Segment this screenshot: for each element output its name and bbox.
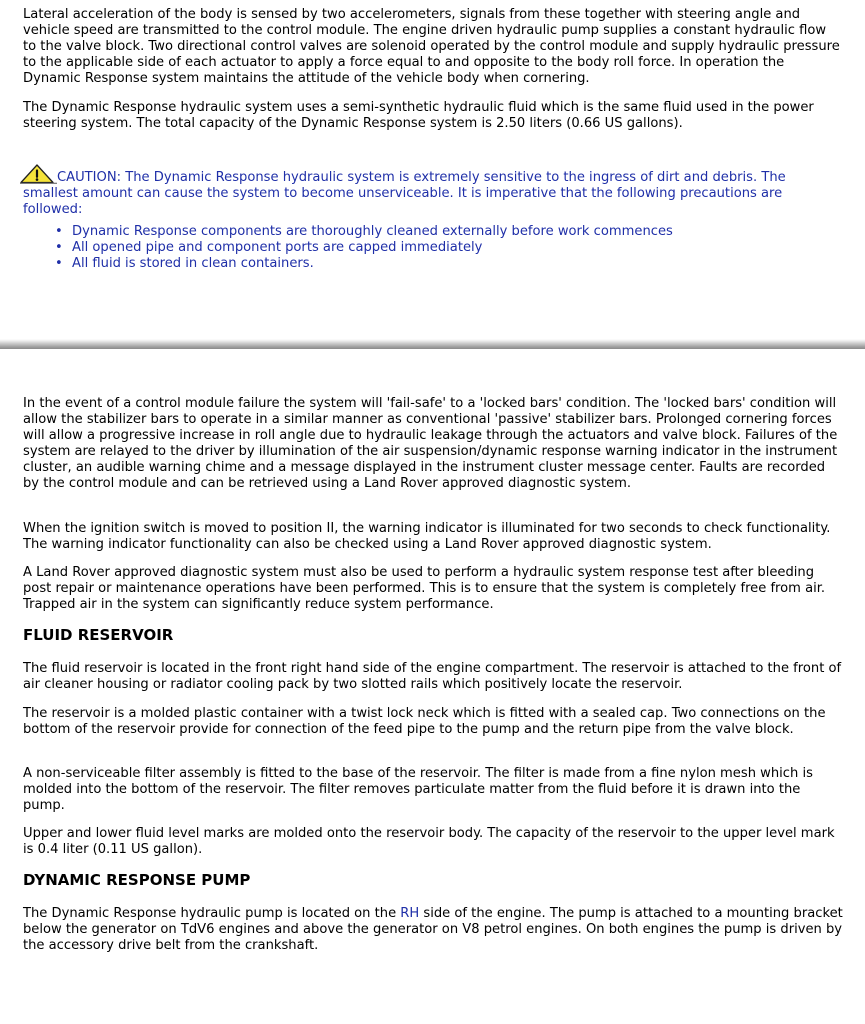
list-item-text: All fluid is stored in clean containers. bbox=[72, 256, 314, 271]
paragraph-fail-safe: In the event of a control module failure the system will 'fail-safe' to a 'locked bars' condition. The 'locked bars' condition will allow the stabilizer bars to operate in a similar manner as conventional 'passive' stabilizer bars. Prolonged cornering forces will allow a progressive increase in roll angle due to hydraulic leakage through the actuators and valve block. Failures of the system are relayed to the driver by illumination of the air suspension/dynamic response warning indicator in the instrument cluster, an audible warning chime and a message displayed in the instrument cluster message center. Faults are recorded by the control module and can be retrieved using a Land Rover approved diagnostic system. bbox=[23, 396, 838, 491]
list-item-text: Dynamic Response components are thoroughly cleaned externally before work commences bbox=[72, 224, 673, 239]
page-divider bbox=[0, 339, 865, 349]
paragraph-response-test: A Land Rover approved diagnostic system must also be used to perform a hydraulic system response test after bleeding post repair or maintenance operations have been performed. This is to ensure that the system is completely free from air. Trapped air in the system can significantly reduce system performance. bbox=[23, 565, 826, 612]
rh-link[interactable]: RH bbox=[400, 906, 420, 921]
list-item bbox=[55, 224, 865, 240]
paragraph-hydraulic-fluid: The Dynamic Response hydraulic system uses a semi-synthetic hydraulic fluid which is the same fluid used in the power steering system. The total capacity of the Dynamic Response system is 2.50 liters (0.66 US gallons). bbox=[23, 100, 814, 131]
bullet-icon: • bbox=[55, 240, 63, 255]
list-item-text: All opened pipe and component ports are capped immediately bbox=[72, 240, 483, 255]
pump-text-end: side of the engine. The pump is attached to a mounting bracket below the generator on TdV6 engines and above the generator on V8 petrol engines. On both engines the pump is driven by the accessory drive belt from the crankshaft. bbox=[23, 906, 843, 953]
paragraph-pump-location bbox=[23, 906, 843, 954]
paragraph-ignition-check: When the ignition switch is moved to position II, the warning indicator is illuminated for two seconds to check functionality. The warning indicator functionality can also be checked using a Land Rover approved diagnostic system. bbox=[23, 521, 831, 552]
heading-fluid-reservoir: FLUID RESERVOIR bbox=[23, 626, 174, 644]
caution-notice bbox=[23, 164, 843, 218]
bullet-icon: • bbox=[55, 256, 63, 271]
list-item bbox=[55, 240, 865, 256]
paragraph-reservoir-construction: The reservoir is a molded plastic container with a twist lock neck which is fitted with a sealed cap. Two connections on the bottom of the reservoir provide for connection of the feed pipe to the pump and the return pipe from the valve block. bbox=[23, 706, 826, 737]
pump-text-start: The Dynamic Response hydraulic pump is located on the bbox=[23, 906, 401, 921]
paragraph-reservoir-location: The fluid reservoir is located in the front right hand side of the engine compartment. The reservoir is attached to the front of air cleaner housing or radiator cooling pack by two slotted rails which positively locate the reservoir. bbox=[23, 661, 842, 692]
bullet-icon: • bbox=[55, 224, 63, 239]
heading-dynamic-response-pump: DYNAMIC RESPONSE PUMP bbox=[23, 871, 251, 889]
caution-text: CAUTION: The Dynamic Response hydraulic system is extremely sensitive to the ingress of dirt and debris. The smallest amount can cause the system to become unserviceable. It is imperative that the following precautions are followed: bbox=[23, 170, 786, 217]
paragraph-reservoir-filter: A non-serviceable filter assembly is fitted to the base of the reservoir. The filter is made from a fine nylon mesh which is molded into the bottom of the reservoir. The filter removes particulate matter from the fluid before it is drawn into the pump. bbox=[23, 766, 813, 813]
list-item bbox=[55, 256, 865, 272]
caution-precautions-list bbox=[23, 224, 865, 272]
paragraph-reservoir-level: Upper and lower fluid level marks are molded onto the reservoir body. The capacity of the reservoir to the upper level mark is 0.4 liter (0.11 US gallon). bbox=[23, 826, 835, 857]
warning-triangle-icon bbox=[20, 164, 57, 184]
paragraph-lateral-acceleration: Lateral acceleration of the body is sensed by two accelerometers, signals from these together with steering angle and vehicle speed are transmitted to the control module. The engine driven hydraulic pump supplies a constant hydraulic flow to the valve block. Two directional control valves are solenoid operated by the control module and supply hydraulic pressure to the applicable side of each actuator to apply a force equal to and opposite to the body roll force. In operation the Dynamic Response system maintains the attitude of the vehicle body when cornering. bbox=[23, 7, 840, 86]
